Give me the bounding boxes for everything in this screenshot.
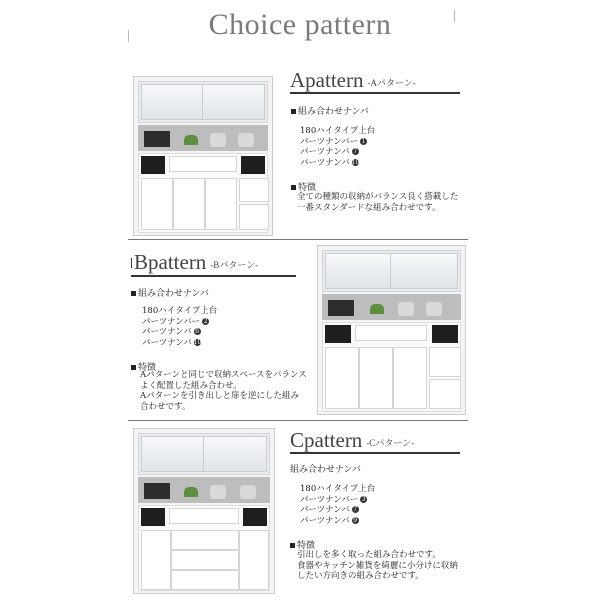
- pattern-b-feature-header: 特徴: [131, 360, 156, 373]
- pattern-b-feature-text: Aパターンと同じで収納スペースをバランス よく配置した組み合わせ。 Aパターンを引き出しと扉を逆にした組み 合わせです。: [140, 370, 307, 412]
- title-corner-left: [128, 30, 135, 42]
- parts-line: パーツナンバ 6: [142, 327, 200, 337]
- pattern-b-parts-list: [142, 306, 217, 348]
- pattern-b-combo-header: 組み合わせナンバ: [131, 286, 209, 299]
- pattern-c-title: Cpattern -Cパターン-: [290, 428, 415, 452]
- parts-line: パーツナンバー 2: [142, 316, 208, 327]
- pattern-a-title-underline: [290, 92, 460, 94]
- parts-line: パーツナンバー 1: [300, 136, 366, 147]
- pattern-a-title: Apattern -Aパターン-: [290, 68, 416, 92]
- pattern-c-cabinet-image: [133, 428, 275, 594]
- title-corner-right: [448, 10, 455, 22]
- section-divider: [128, 239, 468, 240]
- pattern-c-feature-header: 特徴: [290, 538, 315, 551]
- pattern-a-cabinet-image: [133, 76, 273, 236]
- pattern-b-title-tick: [131, 258, 132, 268]
- section-divider: [128, 420, 468, 421]
- parts-line: パーツナンバ 10: [300, 157, 360, 168]
- parts-line: 180ハイタイプ上台: [142, 306, 218, 316]
- pattern-c-title-underline: [290, 452, 460, 454]
- pattern-a-parts-list: [300, 126, 375, 168]
- parts-line: パーツナンバ 9: [300, 515, 358, 526]
- pattern-c-feature-text: 引出しを多く取った組み合わせです。 食器やキッチン雑貨を綺麗に小分けに収納 したい方向きの組み合わせです。: [297, 550, 458, 581]
- pattern-c-combo-header: 組み合わせナンバ: [290, 465, 361, 475]
- pattern-c-parts-list: [300, 484, 375, 526]
- pattern-b-title-underline: [131, 275, 296, 277]
- pattern-a-feature-header: 特徴: [291, 180, 316, 193]
- parts-line: パーツナンバ 7: [300, 147, 358, 157]
- page-title: Choice pattern: [208, 8, 392, 41]
- pattern-b-cabinet-image: [317, 245, 466, 415]
- pattern-a-feature-text: 全ての種類の収納がバランス良く搭載した 一番スタンダードな組み合わせです。: [297, 192, 459, 213]
- pattern-b-title: Bpattern -Bパターン-: [134, 250, 259, 274]
- parts-line: パーツナンバー 3: [300, 494, 366, 505]
- pattern-a-combo-header: 組み合わせナンバ: [291, 104, 369, 117]
- parts-line: パーツナンバ 7: [300, 505, 358, 515]
- parts-line: 180ハイタイプ上台: [300, 126, 376, 136]
- parts-line: 180ハイタイプ上台: [300, 484, 376, 494]
- parts-line: パーツナンバ 10: [142, 337, 202, 348]
